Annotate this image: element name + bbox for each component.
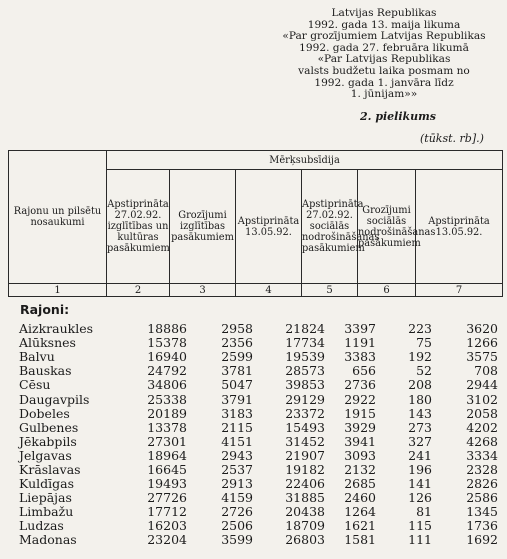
value-cell: 708 (474, 363, 498, 379)
value-cell: 17712 (147, 504, 187, 520)
value-cell: 4202 (466, 419, 498, 435)
value-cell: 31452 (285, 433, 325, 449)
value-cell: 18886 (147, 321, 187, 337)
value-cell: 111 (408, 532, 432, 548)
value-cell: 3620 (466, 321, 498, 337)
value-cell: 1581 (344, 532, 376, 548)
table-row (19, 435, 498, 449)
value-cell: 656 (352, 363, 376, 379)
value-cell: 3941 (344, 433, 376, 449)
district-name: Jēkabpils (19, 433, 77, 449)
value-cell: 2944 (466, 377, 498, 393)
value-cell: 39853 (285, 377, 325, 393)
value-cell: 75 (416, 335, 432, 351)
law-line: «Par grozījumiem Latvijas Republikas (282, 30, 486, 43)
value-cell: 3397 (344, 321, 376, 337)
value-cell: 21907 (285, 447, 325, 463)
law-line: Latvijas Republikas (331, 7, 437, 19)
value-cell: 2736 (344, 377, 376, 393)
value-cell: 52 (416, 363, 432, 379)
value-cell: 3093 (344, 447, 376, 463)
value-cell: 20189 (147, 405, 187, 421)
value-cell: 2586 (466, 490, 498, 506)
value-cell: 2115 (221, 419, 253, 435)
district-name: Kuldīgas (19, 476, 74, 492)
value-cell: 15378 (147, 335, 187, 351)
col-number: 6 (358, 284, 416, 297)
value-cell: 18709 (285, 518, 325, 534)
col-header-names: Rajonu un pilsētu nosaukumi (9, 151, 107, 284)
table-row (19, 392, 498, 406)
value-cell: 1264 (344, 504, 376, 520)
value-cell: 2826 (466, 476, 498, 492)
value-cell: 22406 (285, 476, 325, 492)
value-cell: 3383 (344, 349, 376, 365)
value-cell: 2460 (344, 490, 376, 506)
value-cell: 2506 (221, 518, 253, 534)
value-cell: 2132 (344, 461, 376, 477)
col-header: Apstiprināta 13.05.92. (236, 170, 302, 284)
value-cell: 1736 (466, 518, 498, 534)
table-row (19, 322, 498, 336)
col-number: 3 (170, 284, 236, 297)
value-cell: 16940 (147, 349, 187, 365)
value-cell: 17734 (285, 335, 325, 351)
table-row (19, 350, 498, 364)
data-table (19, 322, 498, 548)
value-cell: 4268 (466, 433, 498, 449)
value-cell: 3334 (466, 447, 498, 463)
district-name: Dobeles (19, 405, 70, 421)
col-number: 7 (416, 284, 503, 297)
value-cell: 1266 (466, 335, 498, 351)
value-cell: 3102 (466, 391, 498, 407)
value-cell: 19493 (147, 476, 187, 492)
value-cell: 273 (408, 419, 432, 435)
value-cell: 141 (408, 476, 432, 492)
col-header: Apstiprināta 27.02.92. sociālās nodrošināšanas pasākumiem (302, 170, 358, 284)
value-cell: 1915 (344, 405, 376, 421)
value-cell: 27301 (147, 433, 187, 449)
district-name: Cēsu (19, 377, 51, 393)
value-cell: 29129 (285, 391, 325, 407)
law-line: 1. jūnijam»» (350, 88, 418, 101)
value-cell: 20438 (285, 504, 325, 520)
value-cell: 26803 (285, 532, 325, 548)
col-header: Grozījumi sociālās nodrošināšanas pasākumiem (358, 170, 416, 284)
value-cell: 81 (416, 504, 432, 520)
value-cell: 143 (408, 405, 432, 421)
value-cell: 208 (408, 377, 432, 393)
table-row (19, 491, 498, 505)
value-cell: 2058 (466, 405, 498, 421)
col-header: Apstiprināta 13.05.92. (416, 170, 503, 284)
value-cell: 23372 (285, 405, 325, 421)
table-row (19, 533, 498, 547)
value-cell: 16645 (147, 461, 187, 477)
value-cell: 2958 (221, 321, 253, 337)
value-cell: 3929 (344, 419, 376, 435)
value-cell: 5047 (221, 377, 253, 393)
value-cell: 23204 (147, 532, 187, 548)
table-row (19, 519, 498, 533)
district-name: Krāslavas (19, 461, 81, 477)
district-name: Daugavpils (19, 391, 90, 407)
value-cell: 16203 (147, 518, 187, 534)
value-cell: 2726 (221, 504, 253, 520)
value-cell: 25338 (147, 391, 187, 407)
value-cell: 34806 (147, 377, 187, 393)
table-row (19, 407, 498, 421)
law-line: 1992. gada 27. februāra likumā (299, 41, 469, 54)
value-cell: 27726 (147, 490, 187, 506)
law-line: 1992. gada 13. maija likuma (307, 18, 461, 31)
table-row (19, 364, 498, 378)
section-label: Rajoni: (20, 302, 70, 317)
value-cell: 1621 (344, 518, 376, 534)
col-header: Grozījumi izglītības pasākumiem (170, 170, 236, 284)
value-cell: 1191 (344, 335, 376, 351)
unit-label: (tūkst. rb].) (420, 132, 484, 145)
value-cell: 2943 (221, 447, 253, 463)
table-row (19, 505, 498, 519)
col-number: 5 (302, 284, 358, 297)
value-cell: 21824 (285, 321, 325, 337)
law-reference (262, 8, 506, 101)
table-bottom-rule (8, 296, 502, 297)
value-cell: 180 (408, 391, 432, 407)
district-name: Ludzas (19, 518, 64, 534)
value-cell: 3781 (221, 363, 253, 379)
value-cell: 2913 (221, 476, 253, 492)
value-cell: 3791 (221, 391, 253, 407)
table-row (19, 421, 498, 435)
value-cell: 115 (408, 518, 432, 534)
district-name: Limbažu (19, 504, 74, 520)
col-number: 4 (236, 284, 302, 297)
table-row (19, 336, 498, 350)
value-cell: 223 (408, 321, 432, 337)
value-cell: 13378 (147, 419, 187, 435)
table-row (19, 449, 498, 463)
value-cell: 24792 (147, 363, 187, 379)
value-cell: 3599 (221, 532, 253, 548)
value-cell: 18964 (147, 447, 187, 463)
value-cell: 126 (408, 490, 432, 506)
law-line: valsts budžetu laika posmam no (298, 64, 470, 77)
law-line: «Par Latvijas Republikas (317, 53, 451, 66)
value-cell: 241 (408, 447, 432, 463)
value-cell: 3575 (466, 349, 498, 365)
value-cell: 2537 (221, 461, 253, 477)
value-cell: 1692 (466, 532, 498, 548)
value-cell: 4159 (221, 490, 253, 506)
value-cell: 31885 (285, 490, 325, 506)
group-header: Mērķsubsīdija (107, 151, 503, 170)
value-cell: 327 (408, 433, 432, 449)
district-name: Aizkraukles (19, 321, 94, 337)
district-name: Liepājas (19, 490, 72, 506)
district-name: Madonas (19, 532, 77, 548)
district-name: Gulbenes (19, 419, 79, 435)
header-table (8, 150, 503, 297)
value-cell: 2922 (344, 391, 376, 407)
table-row (19, 378, 498, 392)
value-cell: 2685 (344, 476, 376, 492)
appendix-label: 2. pielikums (360, 110, 436, 123)
value-cell: 3183 (221, 405, 253, 421)
table-row (19, 463, 498, 477)
col-header: Apstiprināta 27.02.92. izglītības un kultūras pasākumiem (107, 170, 170, 284)
district-name: Alūksnes (19, 335, 76, 351)
value-cell: 19539 (285, 349, 325, 365)
col-number: 2 (107, 284, 170, 297)
value-cell: 4151 (221, 433, 253, 449)
value-cell: 2356 (221, 335, 253, 351)
value-cell: 2328 (466, 461, 498, 477)
value-cell: 192 (408, 349, 432, 365)
law-line: 1992. gada 1. janvāra līdz (314, 76, 454, 89)
district-name: Balvu (19, 349, 55, 365)
value-cell: 1345 (466, 504, 498, 520)
table-row (19, 477, 498, 491)
district-name: Bauskas (19, 363, 72, 379)
value-cell: 2599 (221, 349, 253, 365)
value-cell: 196 (408, 461, 432, 477)
district-name: Jelgavas (19, 447, 72, 463)
value-cell: 28573 (285, 363, 325, 379)
value-cell: 15493 (285, 419, 325, 435)
col-number: 1 (9, 284, 107, 297)
value-cell: 19182 (285, 461, 325, 477)
